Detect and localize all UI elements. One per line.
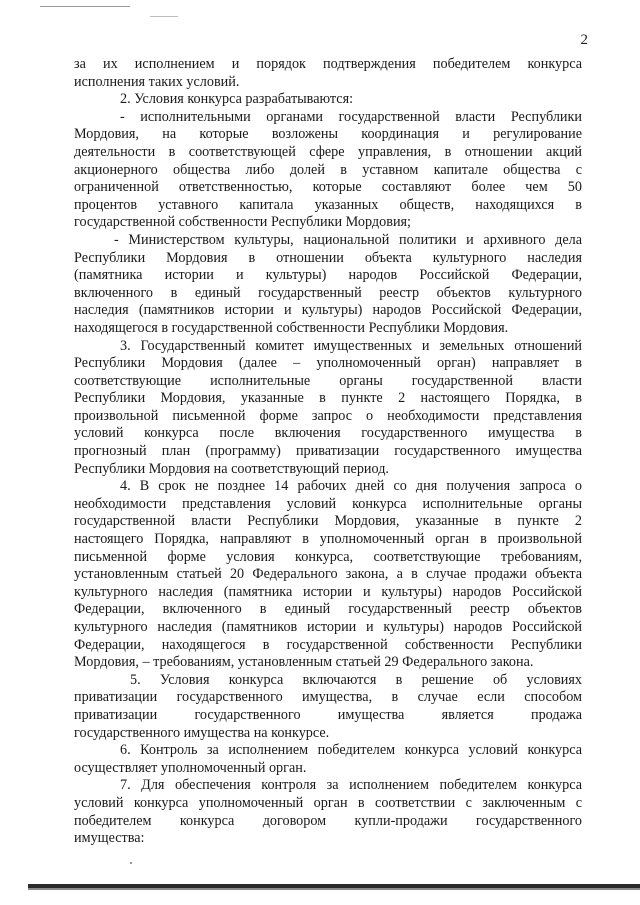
document-body: [74, 56, 582, 848]
text-line: наследия (памятников истории и культуры) народов Российской Федерации,: [74, 302, 582, 319]
scan-artifact-dot: [130, 862, 132, 864]
text-line: приватизации государственного имущества, в случае если способом: [74, 689, 582, 706]
text-line: Мордовия, на которые возложены координация и регулирование: [74, 126, 582, 143]
text-line: ограниченной ответственностью, которые составляют более чем 50: [74, 179, 582, 196]
text-line: культурного наследия (памятника истории и культуры) народов Российской: [74, 583, 582, 600]
text-line: государственной власти Республики Мордовия, указанные в пункте 2: [74, 513, 582, 530]
text-line: Республики Мордовия (далее – уполномоченный орган) направляет в: [74, 355, 582, 372]
text-line: Республики Мордовия, указанные в пункте 2 настоящего Порядка, в: [74, 390, 582, 407]
text-line: Федерации, находящегося в государственной собственности Республики: [74, 636, 582, 653]
text-line: Республики Мордовия на соответствующий период.: [74, 460, 389, 477]
text-line: установленным статьей 20 Федерального закона, а в случае продажи объекта: [74, 566, 582, 583]
text-line: за их исполнением и порядок подтверждения победителем конкурса: [74, 56, 582, 72]
text-line: Республики Мордовия в отношении объекта культурного наследия: [74, 249, 582, 266]
text-line: имущества:: [74, 830, 145, 847]
text-line: 6. Контроль за исполнением победителем конкурса условий конкурса: [120, 742, 582, 759]
text-line: 3. Государственный комитет имущественных и земельных отношений: [120, 337, 582, 354]
text-line: письменной форме условия конкурса, соответствующие требованиям,: [74, 548, 582, 565]
text-line: настоящего Порядка, направляют в уполномоченный орган в произвольной: [74, 531, 582, 548]
text-line: исполнения таких условий.: [74, 73, 240, 90]
text-line: государственной собственности Республики Мордовия;: [74, 214, 411, 231]
text-line: 2. Условия конкурса разрабатываются:: [120, 91, 354, 108]
text-line: культурного наследия (памятников истории и культуры) народов Российской: [74, 619, 582, 635]
text-line: государственного имущества на конкурсе.: [74, 724, 330, 741]
scan-artifact-line: [150, 16, 178, 17]
text-line: соответствующие исполнительные органы государственной власти: [74, 372, 582, 389]
text-line: победителем конкурса договором купли-продажи государственного: [74, 812, 582, 829]
text-line: произвольной письменной форме запрос о необходимости представления: [74, 407, 582, 424]
text-line: приватизации государственного имущества является продажа: [74, 706, 582, 723]
text-line: процентов уставного капитала указанных обществ, находящихся в: [74, 196, 582, 213]
text-line: Мордовия, – требованиям, установленным статьей 29 Федерального закона.: [74, 654, 534, 671]
text-line: прогнозный план (программу) приватизации государственного имущества: [74, 443, 582, 460]
text-line: 4. В срок не позднее 14 рабочих дней со дня получения запроса о: [120, 478, 582, 495]
text-line: условий конкурса уполномоченный орган в соответствии с заключенным с: [74, 794, 582, 811]
page-number: 2: [580, 32, 588, 48]
scan-artifact-line: [40, 6, 130, 7]
text-line: условий конкурса после включения государственного имущества в: [74, 425, 582, 442]
text-line: (памятника истории и культуры) народов Российской Федерации,: [74, 267, 582, 284]
text-line: осуществляет уполномоченный орган.: [74, 759, 307, 776]
text-line: 5. Условия конкурса включаются в решение об условиях: [130, 671, 582, 688]
scan-bottom-edge-shadow: [28, 888, 640, 890]
text-line: необходимости представления условий конкурса исполнительные органы: [74, 495, 582, 512]
text-line: 7. Для обеспечения контроля за исполнением победителем конкурса: [120, 777, 582, 794]
text-line: акционерного общества либо долей в уставном капитале общества с: [74, 161, 582, 178]
text-line: включенного в единый государственный реестр объектов культурного: [74, 284, 582, 301]
text-line: - исполнительными органами государственной власти Республики: [120, 108, 582, 125]
text-line: деятельности в соответствующей сфере управления, в отношении акций: [74, 143, 582, 160]
text-line: находящегося в государственной собственности Республики Мордовия.: [74, 319, 509, 336]
text-line: Федерации, включенного в единый государственный реестр объектов: [74, 601, 582, 618]
text-line: - Министерством культуры, национальной политики и архивного дела: [114, 231, 582, 248]
